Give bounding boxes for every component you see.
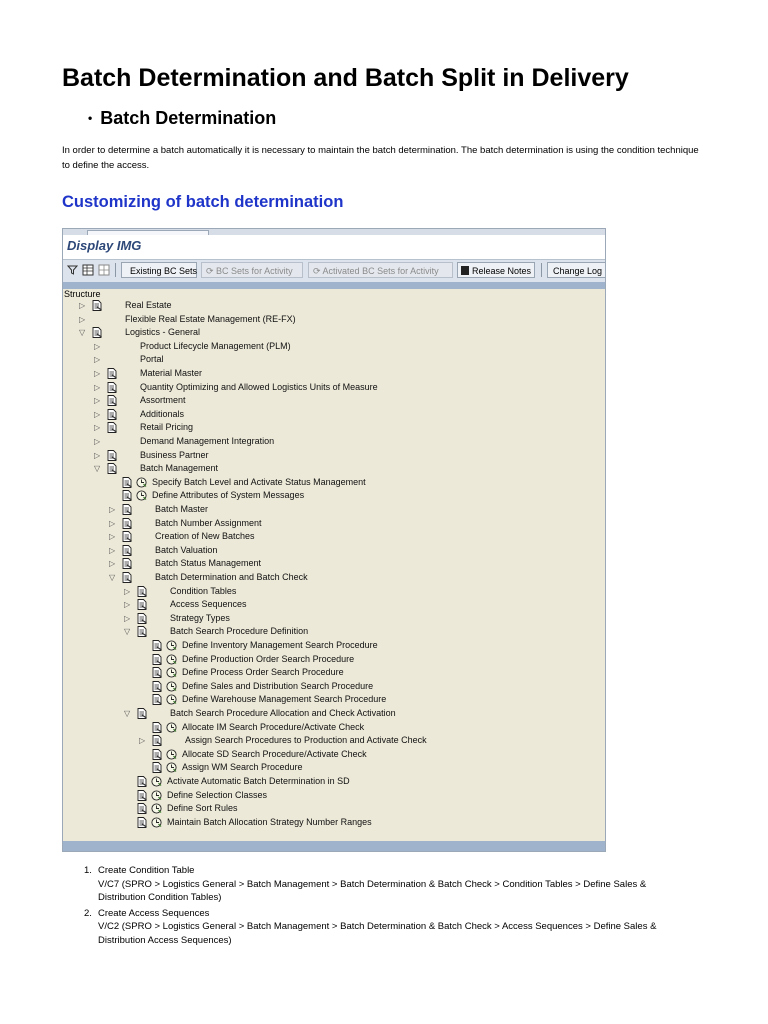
tree-node-label: Material Master <box>140 368 203 378</box>
page-title: Batch Determination and Batch Split in Delivery <box>62 64 629 92</box>
activated-bc-sets-button[interactable] <box>308 262 453 278</box>
change-log-button[interactable]: Change Log <box>547 262 606 278</box>
application-toolbar <box>63 260 605 283</box>
existing-bc-sets-button[interactable]: Existing BC Sets <box>121 262 197 278</box>
execute-clock-icon[interactable] <box>166 654 177 665</box>
tree-node-label: Batch Management <box>140 463 219 474</box>
tree-node-label: Retail Pricing <box>140 422 194 433</box>
tree-node[interactable] <box>63 353 605 367</box>
tree-node[interactable] <box>63 421 605 435</box>
expanded-arrow-icon[interactable]: ▽ <box>94 464 101 474</box>
document-icon[interactable] <box>152 735 162 746</box>
release-notes-button[interactable] <box>457 262 535 278</box>
tree-node-label: Allocate SD Search Procedure/Activate Check <box>182 748 367 759</box>
document-icon[interactable] <box>152 667 162 678</box>
status-bar <box>63 841 605 851</box>
execute-clock-icon[interactable] <box>151 803 162 814</box>
execute-clock-icon[interactable] <box>166 694 177 705</box>
window-title: Display IMG <box>67 238 142 253</box>
steps-list <box>84 864 694 950</box>
document-icon[interactable] <box>122 558 132 569</box>
document-icon[interactable] <box>107 422 117 433</box>
tree-node-label: Batch Determination and Batch Check <box>155 572 308 582</box>
execute-clock-icon[interactable] <box>166 681 177 692</box>
tree-node-label: Flexible Real Estate Management (RE-FX) <box>125 313 296 324</box>
execute-clock-icon[interactable] <box>166 667 177 678</box>
step-detail: V/C7 (SPRO > Logistics General > Batch Management > Batch Determination & Batch Check > Condition Tables > Define Sales & Distribution Condition Tables) <box>98 878 647 904</box>
document-icon[interactable] <box>107 382 117 393</box>
subsection-heading: Customizing of batch determination <box>62 193 344 211</box>
tree-node-label: Logistics - General <box>125 327 201 338</box>
step-item <box>84 864 694 905</box>
document-icon[interactable] <box>122 545 132 556</box>
tree-node[interactable] <box>63 435 605 449</box>
document-icon[interactable] <box>92 300 102 311</box>
execute-clock-icon[interactable] <box>166 640 177 651</box>
tree-node[interactable] <box>63 340 605 354</box>
tree-node[interactable] <box>63 503 605 517</box>
collapsed-arrow-icon[interactable]: ▷ <box>94 450 101 460</box>
tree-node-label: Portal <box>140 354 164 365</box>
tree-node-label: Allocate IM Search Procedure/Activate Check <box>182 721 365 732</box>
intro-paragraph: In order to determine a batch automatically it is necessary to maintain the batch determination. The batch determination is using the condition technique to define the access. <box>62 145 699 171</box>
execute-clock-icon[interactable] <box>166 749 177 760</box>
tree-node[interactable] <box>63 517 605 531</box>
document-icon[interactable] <box>152 762 162 773</box>
tree-node-label: Define Attributes of System Messages <box>152 490 305 501</box>
bc-sets-for-activity-button[interactable] <box>201 262 303 278</box>
step-number: 1. <box>84 865 92 876</box>
tree-node-label: Define Sort Rules <box>167 803 238 814</box>
document-icon[interactable] <box>152 681 162 692</box>
execute-clock-icon[interactable] <box>151 790 162 801</box>
collapsed-arrow-icon[interactable]: ▷ <box>109 559 116 569</box>
document-icon[interactable] <box>137 586 147 597</box>
tree-node[interactable] <box>63 585 605 599</box>
collapsed-arrow-icon[interactable]: ▷ <box>124 613 131 623</box>
tree-node[interactable] <box>63 449 605 463</box>
tree-node-label: Batch Status Management <box>155 558 262 569</box>
filter-icon[interactable] <box>67 264 78 275</box>
document-icon[interactable] <box>152 722 162 733</box>
document-icon[interactable] <box>107 463 117 474</box>
tree-node[interactable] <box>63 680 605 694</box>
tree-node[interactable] <box>63 761 605 775</box>
document-icon[interactable] <box>137 708 147 719</box>
tree-node[interactable] <box>63 313 605 327</box>
collapsed-arrow-icon[interactable]: ▷ <box>94 355 101 365</box>
tree-node[interactable] <box>63 530 605 544</box>
collapsed-arrow-icon[interactable]: ▷ <box>139 736 146 746</box>
activated-bc-sets-label: Activated BC Sets for Activity <box>322 266 439 276</box>
tree-node-label: Quantity Optimizing and Allowed Logistics Units of Measure <box>140 381 378 392</box>
tree-node-label: Demand Management Integration <box>140 436 275 446</box>
tree-node[interactable] <box>63 625 605 639</box>
collapsed-arrow-icon[interactable]: ▷ <box>94 423 101 433</box>
document-icon[interactable] <box>137 817 147 828</box>
tree-node[interactable] <box>63 462 605 476</box>
collapsed-arrow-icon[interactable]: ▷ <box>79 301 86 310</box>
document-icon[interactable] <box>122 572 132 583</box>
section-heading-label: Batch Determination <box>100 108 277 128</box>
tree-node[interactable] <box>63 381 605 395</box>
tree-node[interactable] <box>63 394 605 408</box>
document-icon[interactable] <box>122 504 132 515</box>
tree-node-label: Additionals <box>140 408 185 419</box>
tree-node[interactable] <box>63 789 605 803</box>
tree-node-label: Strategy Types <box>170 612 230 623</box>
tree-node-label: Batch Master <box>155 504 209 514</box>
table-icon[interactable] <box>82 264 94 276</box>
document-icon[interactable] <box>137 776 147 787</box>
document-icon[interactable] <box>107 368 117 379</box>
document-icon[interactable] <box>137 613 147 624</box>
tree-node[interactable] <box>63 707 605 721</box>
tree-node[interactable] <box>63 326 605 340</box>
collapsed-arrow-icon[interactable]: ▷ <box>94 382 101 392</box>
tree-node-label: Batch Search Procedure Definition <box>170 626 309 637</box>
collapsed-arrow-icon[interactable]: ▷ <box>124 586 131 596</box>
document-icon[interactable] <box>152 749 162 760</box>
execute-clock-icon[interactable] <box>151 817 162 828</box>
document-icon[interactable] <box>122 518 132 529</box>
document-icon[interactable] <box>107 450 117 461</box>
tree-node[interactable] <box>63 557 605 571</box>
sap-img-screenshot <box>62 228 606 852</box>
tree-node[interactable] <box>63 299 605 313</box>
tree-node[interactable] <box>63 775 605 789</box>
activated-bc-sets-icon: ⟳ <box>313 266 323 276</box>
tree-node-label: Batch Search Procedure Allocation and Check Activation <box>170 708 396 718</box>
toolbar-separator <box>115 263 116 277</box>
expanded-arrow-icon[interactable]: ▽ <box>109 573 116 582</box>
document-icon[interactable] <box>92 327 102 338</box>
tree-node[interactable] <box>63 653 605 667</box>
step-item <box>84 907 694 948</box>
tree-node[interactable] <box>63 639 605 653</box>
tree-node[interactable] <box>63 612 605 626</box>
tree-node-label: Batch Valuation <box>155 544 218 555</box>
release-notes-icon <box>461 266 469 275</box>
tree-node-label: Batch Number Assignment <box>155 517 262 528</box>
document-icon[interactable] <box>137 803 147 814</box>
collapsed-arrow-icon[interactable]: ▷ <box>79 314 86 324</box>
structure-label: Structure <box>64 289 101 299</box>
tree-node[interactable] <box>63 598 605 612</box>
expanded-arrow-icon[interactable]: ▽ <box>124 709 131 718</box>
tree-node-label: Define Warehouse Management Search Procedure <box>182 694 387 705</box>
window-title-bar <box>63 235 605 260</box>
expanded-arrow-icon[interactable]: ▽ <box>124 627 131 637</box>
execute-clock-icon[interactable] <box>136 477 147 488</box>
document-icon[interactable] <box>152 640 162 651</box>
document-icon[interactable] <box>122 531 132 542</box>
tree-node-label: Define Production Order Search Procedure <box>182 653 355 664</box>
release-notes-label: Release Notes <box>472 266 532 276</box>
tree-node[interactable] <box>63 544 605 558</box>
tree-node-label: Real Estate <box>125 300 172 310</box>
tree-node-label: Maintain Batch Allocation Strategy Number Ranges <box>167 816 372 827</box>
execute-clock-icon[interactable] <box>166 762 177 773</box>
tree-node-label: Creation of New Batches <box>155 531 255 542</box>
step-title: Create Access Sequences <box>98 907 210 919</box>
tree-node[interactable] <box>63 367 605 381</box>
collapsed-arrow-icon[interactable]: ▷ <box>94 437 101 446</box>
step-number: 2. <box>84 907 92 919</box>
collapsed-arrow-icon[interactable]: ▷ <box>124 600 131 610</box>
step-title: Create Condition Table <box>98 865 195 876</box>
document-icon[interactable] <box>152 694 162 705</box>
execute-clock-icon[interactable] <box>136 490 147 501</box>
collapsed-arrow-icon[interactable]: ▷ <box>109 518 116 528</box>
document-icon[interactable] <box>137 599 147 610</box>
collapsed-arrow-icon[interactable]: ▷ <box>94 341 101 351</box>
tree-node-label: Define Inventory Management Search Procedure <box>182 640 378 650</box>
document-icon[interactable] <box>107 395 117 406</box>
tree-node-label: Access Sequences <box>170 599 247 610</box>
collapsed-arrow-icon[interactable]: ▷ <box>109 505 116 514</box>
tree-node-label: Define Selection Classes <box>167 789 268 800</box>
document-icon[interactable] <box>107 409 117 420</box>
tree-node[interactable] <box>63 408 605 422</box>
tree-node-label: Assign Search Procedures to Production and Activate Check <box>185 735 427 746</box>
grid-icon[interactable] <box>98 264 110 276</box>
tree-node[interactable] <box>63 721 605 735</box>
document-icon[interactable] <box>122 490 132 501</box>
tree-node-label: Define Sales and Distribution Search Procedure <box>182 680 374 691</box>
collapsed-arrow-icon[interactable]: ▷ <box>109 545 116 555</box>
bc-sets-for-activity-label: BC Sets for Activity <box>216 266 293 276</box>
tree-node-label: Specify Batch Level and Activate Status Management <box>152 476 366 487</box>
collapsed-arrow-icon[interactable]: ▷ <box>94 369 101 378</box>
bullet-dot-icon: • <box>88 111 93 125</box>
toolbar-separator <box>541 263 542 277</box>
collapsed-arrow-icon[interactable]: ▷ <box>94 396 101 406</box>
collapsed-arrow-icon[interactable]: ▷ <box>109 532 116 542</box>
document-icon[interactable] <box>137 626 147 637</box>
step-detail: V/C2 (SPRO > Logistics General > Batch Management > Batch Determination & Batch Check > Access Sequences > Define Sales & Distribution Access Sequences) <box>98 921 657 946</box>
section-heading <box>88 108 276 129</box>
expanded-arrow-icon[interactable]: ▽ <box>79 328 86 338</box>
tree-node-label: Condition Tables <box>170 585 237 596</box>
tree-node[interactable] <box>63 693 605 707</box>
tree-node[interactable] <box>63 734 605 748</box>
tree-node[interactable] <box>63 816 605 830</box>
tree-node[interactable] <box>63 489 605 503</box>
document-icon[interactable] <box>152 654 162 665</box>
document-icon[interactable] <box>137 790 147 801</box>
execute-clock-icon[interactable] <box>166 722 177 733</box>
bc-sets-icon: ⟳ <box>206 266 217 276</box>
tree-node[interactable] <box>63 571 605 585</box>
collapsed-arrow-icon[interactable]: ▷ <box>94 409 101 419</box>
execute-clock-icon[interactable] <box>151 776 162 787</box>
tree-node[interactable] <box>63 748 605 762</box>
tree-node-label: Activate Automatic Batch Determination in SD <box>167 776 350 786</box>
tree-node-label: Product Lifecycle Management (PLM) <box>140 340 291 351</box>
tree-node[interactable] <box>63 802 605 816</box>
tree-node-label: Business Partner <box>140 449 209 460</box>
tree-node[interactable] <box>63 666 605 680</box>
tree-node[interactable] <box>63 476 605 490</box>
tree-node-label: Assortment <box>140 395 186 406</box>
tree-node-label: Assign WM Search Procedure <box>182 762 303 773</box>
img-tree <box>63 299 605 839</box>
tree-node-label: Define Process Order Search Procedure <box>182 667 344 678</box>
document-icon[interactable] <box>122 477 132 488</box>
toolbar-divider <box>63 282 605 289</box>
